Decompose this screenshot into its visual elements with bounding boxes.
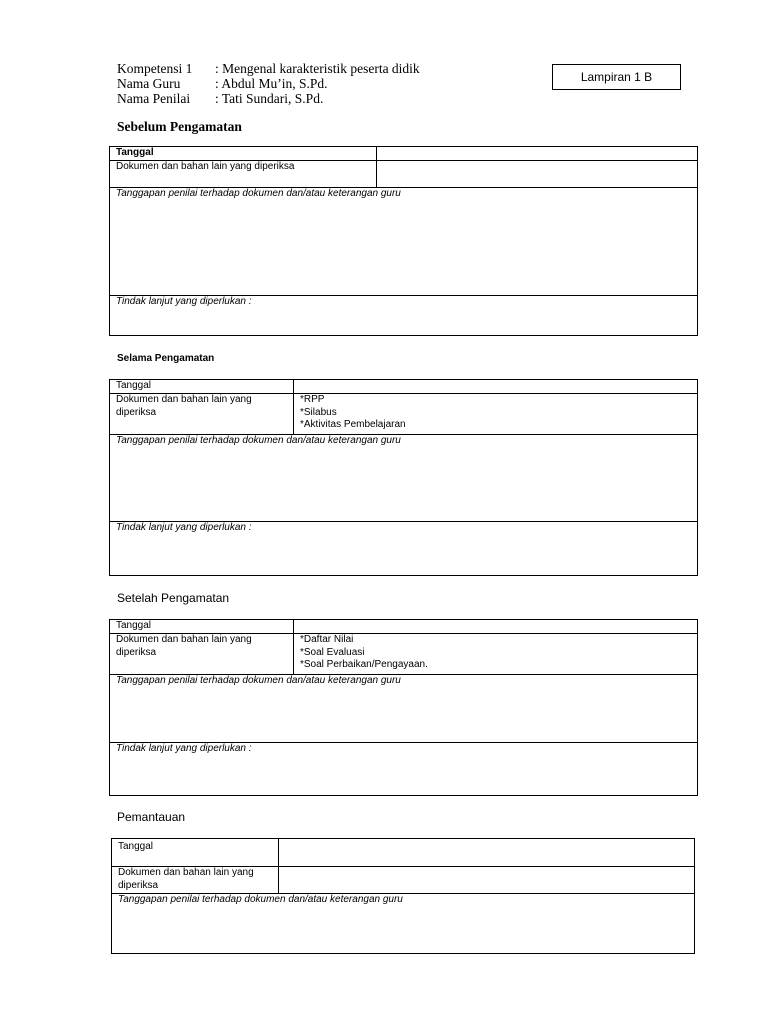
form-table-before [109,146,698,336]
followup-label: Tindak lanjut yang diperlukan : [116,743,252,754]
section-title-monitoring: Pemantauan [117,810,186,824]
section-title-after: Setelah Pengamatan [117,591,230,605]
docs-item: *Soal Perbaikan/Pengayaan. [300,659,428,670]
response-label: Tanggapan penilai terhadap dokumen dan/atau keterangan guru [116,675,401,686]
date-label: Tanggal [110,620,294,634]
docs-field[interactable] [279,867,695,894]
date-field[interactable] [294,620,698,634]
followup-label: Tindak lanjut yang diperlukan : [116,522,252,533]
date-label: Tanggal [110,147,377,161]
teacher-value: : Abdul Mu’in, S.Pd. [215,76,328,91]
docs-item: *Daftar Nilai [300,634,354,645]
docs-item: *RPP [300,394,325,405]
response-field[interactable] [110,675,698,743]
section-title-before: Sebelum Pengamatan [117,119,242,134]
response-label: Tanggapan penilai terhadap dokumen dan/atau keterangan guru [116,188,401,199]
docs-item: *Soal Evaluasi [300,646,365,658]
date-field[interactable] [279,839,695,867]
assessor-label: Nama Penilai [117,91,191,106]
date-label: Tanggal [110,380,294,394]
teacher-label: Nama Guru [117,76,181,91]
response-label: Tanggapan penilai terhadap dokumen dan/atau keterangan guru [118,894,403,905]
response-label: Tanggapan penilai terhadap dokumen dan/atau keterangan guru [116,435,401,446]
followup-label: Tindak lanjut yang diperlukan : [116,296,252,307]
form-table-after [109,619,698,796]
assessor-value: : Tati Sundari, S.Pd. [215,91,324,106]
appendix-box [552,64,681,90]
docs-field[interactable] [377,161,698,188]
docs-label: Dokumen dan bahan lain yang diperiksa [110,634,294,675]
date-label: Tanggal [112,839,279,867]
docs-list[interactable] [294,634,698,675]
followup-field[interactable] [110,522,698,576]
appendix-label: Lampiran 1 B [580,70,653,84]
response-field[interactable] [112,894,695,954]
docs-label: Dokumen dan bahan lain yang diperiksa [110,394,294,435]
response-field[interactable] [110,188,698,296]
date-field[interactable] [294,380,698,394]
section-title-during: Selama Pengamatan [117,353,215,364]
docs-label: Dokumen dan bahan lain yang diperiksa [110,161,377,188]
competence-value: : Mengenal karakteristik peserta didik [215,61,420,76]
followup-field[interactable] [110,296,698,336]
docs-item: *Aktivitas Pembelajaran [300,419,406,430]
docs-list[interactable] [294,394,698,435]
date-field[interactable] [377,147,698,161]
docs-item: *Silabus [300,406,337,418]
followup-field[interactable] [110,743,698,796]
form-table-during [109,379,698,576]
response-field[interactable] [110,435,698,522]
docs-label: Dokumen dan bahan lain yang diperiksa [112,867,279,894]
form-table-monitoring [111,838,695,954]
competence-label: Kompetensi 1 [117,61,193,76]
